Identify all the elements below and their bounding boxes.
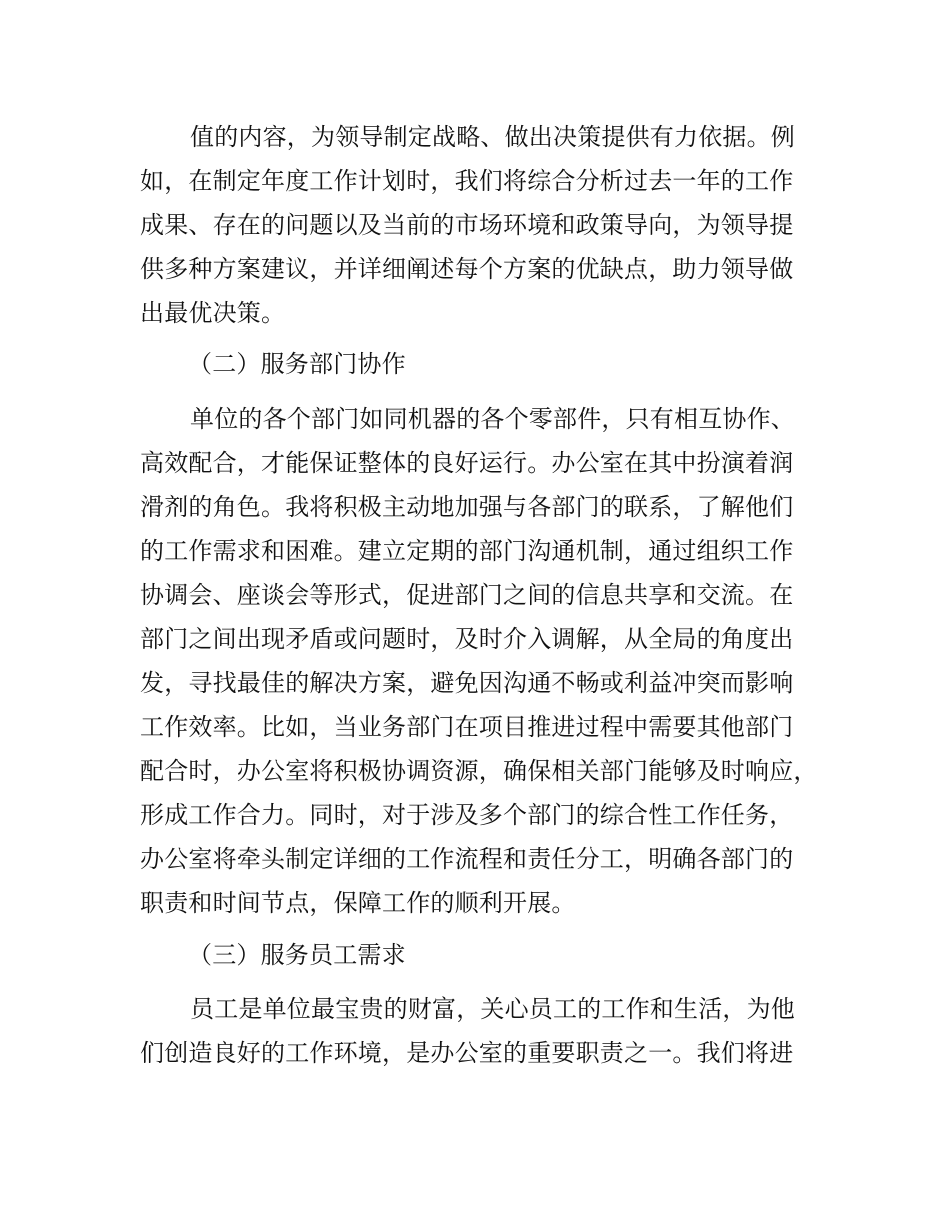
paragraph-1-line-4: 供多种方案建议，并详细阐述每个方案的优缺点，助力领导做 [140, 255, 794, 283]
paragraph-2-line-10: 形成工作合力。同时，对于涉及多个部门的综合性工作任务， [140, 801, 794, 829]
paragraph-2-line-3: 滑剂的角色。我将积极主动地加强与各部门的联系，了解他们 [140, 493, 794, 521]
paragraph-2-line-8: 工作效率。比如，当业务部门在项目推进过程中需要其他部门 [140, 713, 794, 741]
paragraph-2-line-12: 职责和时间节点，保障工作的顺利开展。 [140, 889, 576, 917]
section-heading-2: （二）服务部门协作 [188, 350, 406, 378]
paragraph-2-line-5: 协调会、座谈会等形式，促进部门之间的信息共享和交流。在 [140, 581, 794, 609]
paragraph-2-line-1: 单位的各个部门如同机器的各个零部件，只有相互协作、 [190, 405, 795, 433]
paragraph-2-line-4: 的工作需求和困难。建立定期的部门沟通机制，通过组织工作 [140, 537, 794, 565]
paragraph-2-line-2: 高效配合，才能保证整体的良好运行。办公室在其中扮演着润 [140, 449, 794, 477]
section-heading-3: （三）服务员工需求 [188, 941, 406, 969]
paragraph-2-line-7: 发，寻找最佳的解决方案，避免因沟通不畅或利益冲突而影响 [140, 669, 794, 697]
paragraph-2-line-6: 部门之间出现矛盾或问题时，及时介入调解，从全局的角度出 [140, 625, 794, 653]
paragraph-1-line-3: 成果、存在的问题以及当前的市场环境和政策导向，为领导提 [140, 211, 794, 239]
paragraph-1-line-5: 出最优决策。 [140, 299, 286, 327]
paragraph-2-line-9: 配合时，办公室将积极协调资源，确保相关部门能够及时响应， [140, 757, 818, 785]
paragraph-2-line-11: 办公室将牵头制定详细的工作流程和责任分工，明确各部门的 [140, 845, 794, 873]
paragraph-3-line-2: 们创造良好的工作环境，是办公室的重要职责之一。我们将进 [140, 1039, 794, 1067]
paragraph-1-line-1: 值的内容，为领导制定战略、做出决策提供有力依据。例 [190, 123, 795, 151]
paragraph-3-line-1: 员工是单位最宝贵的财富，关心员工的工作和生活，为他 [190, 995, 795, 1023]
paragraph-1-line-2: 如，在制定年度工作计划时，我们将综合分析过去一年的工作 [140, 167, 794, 195]
